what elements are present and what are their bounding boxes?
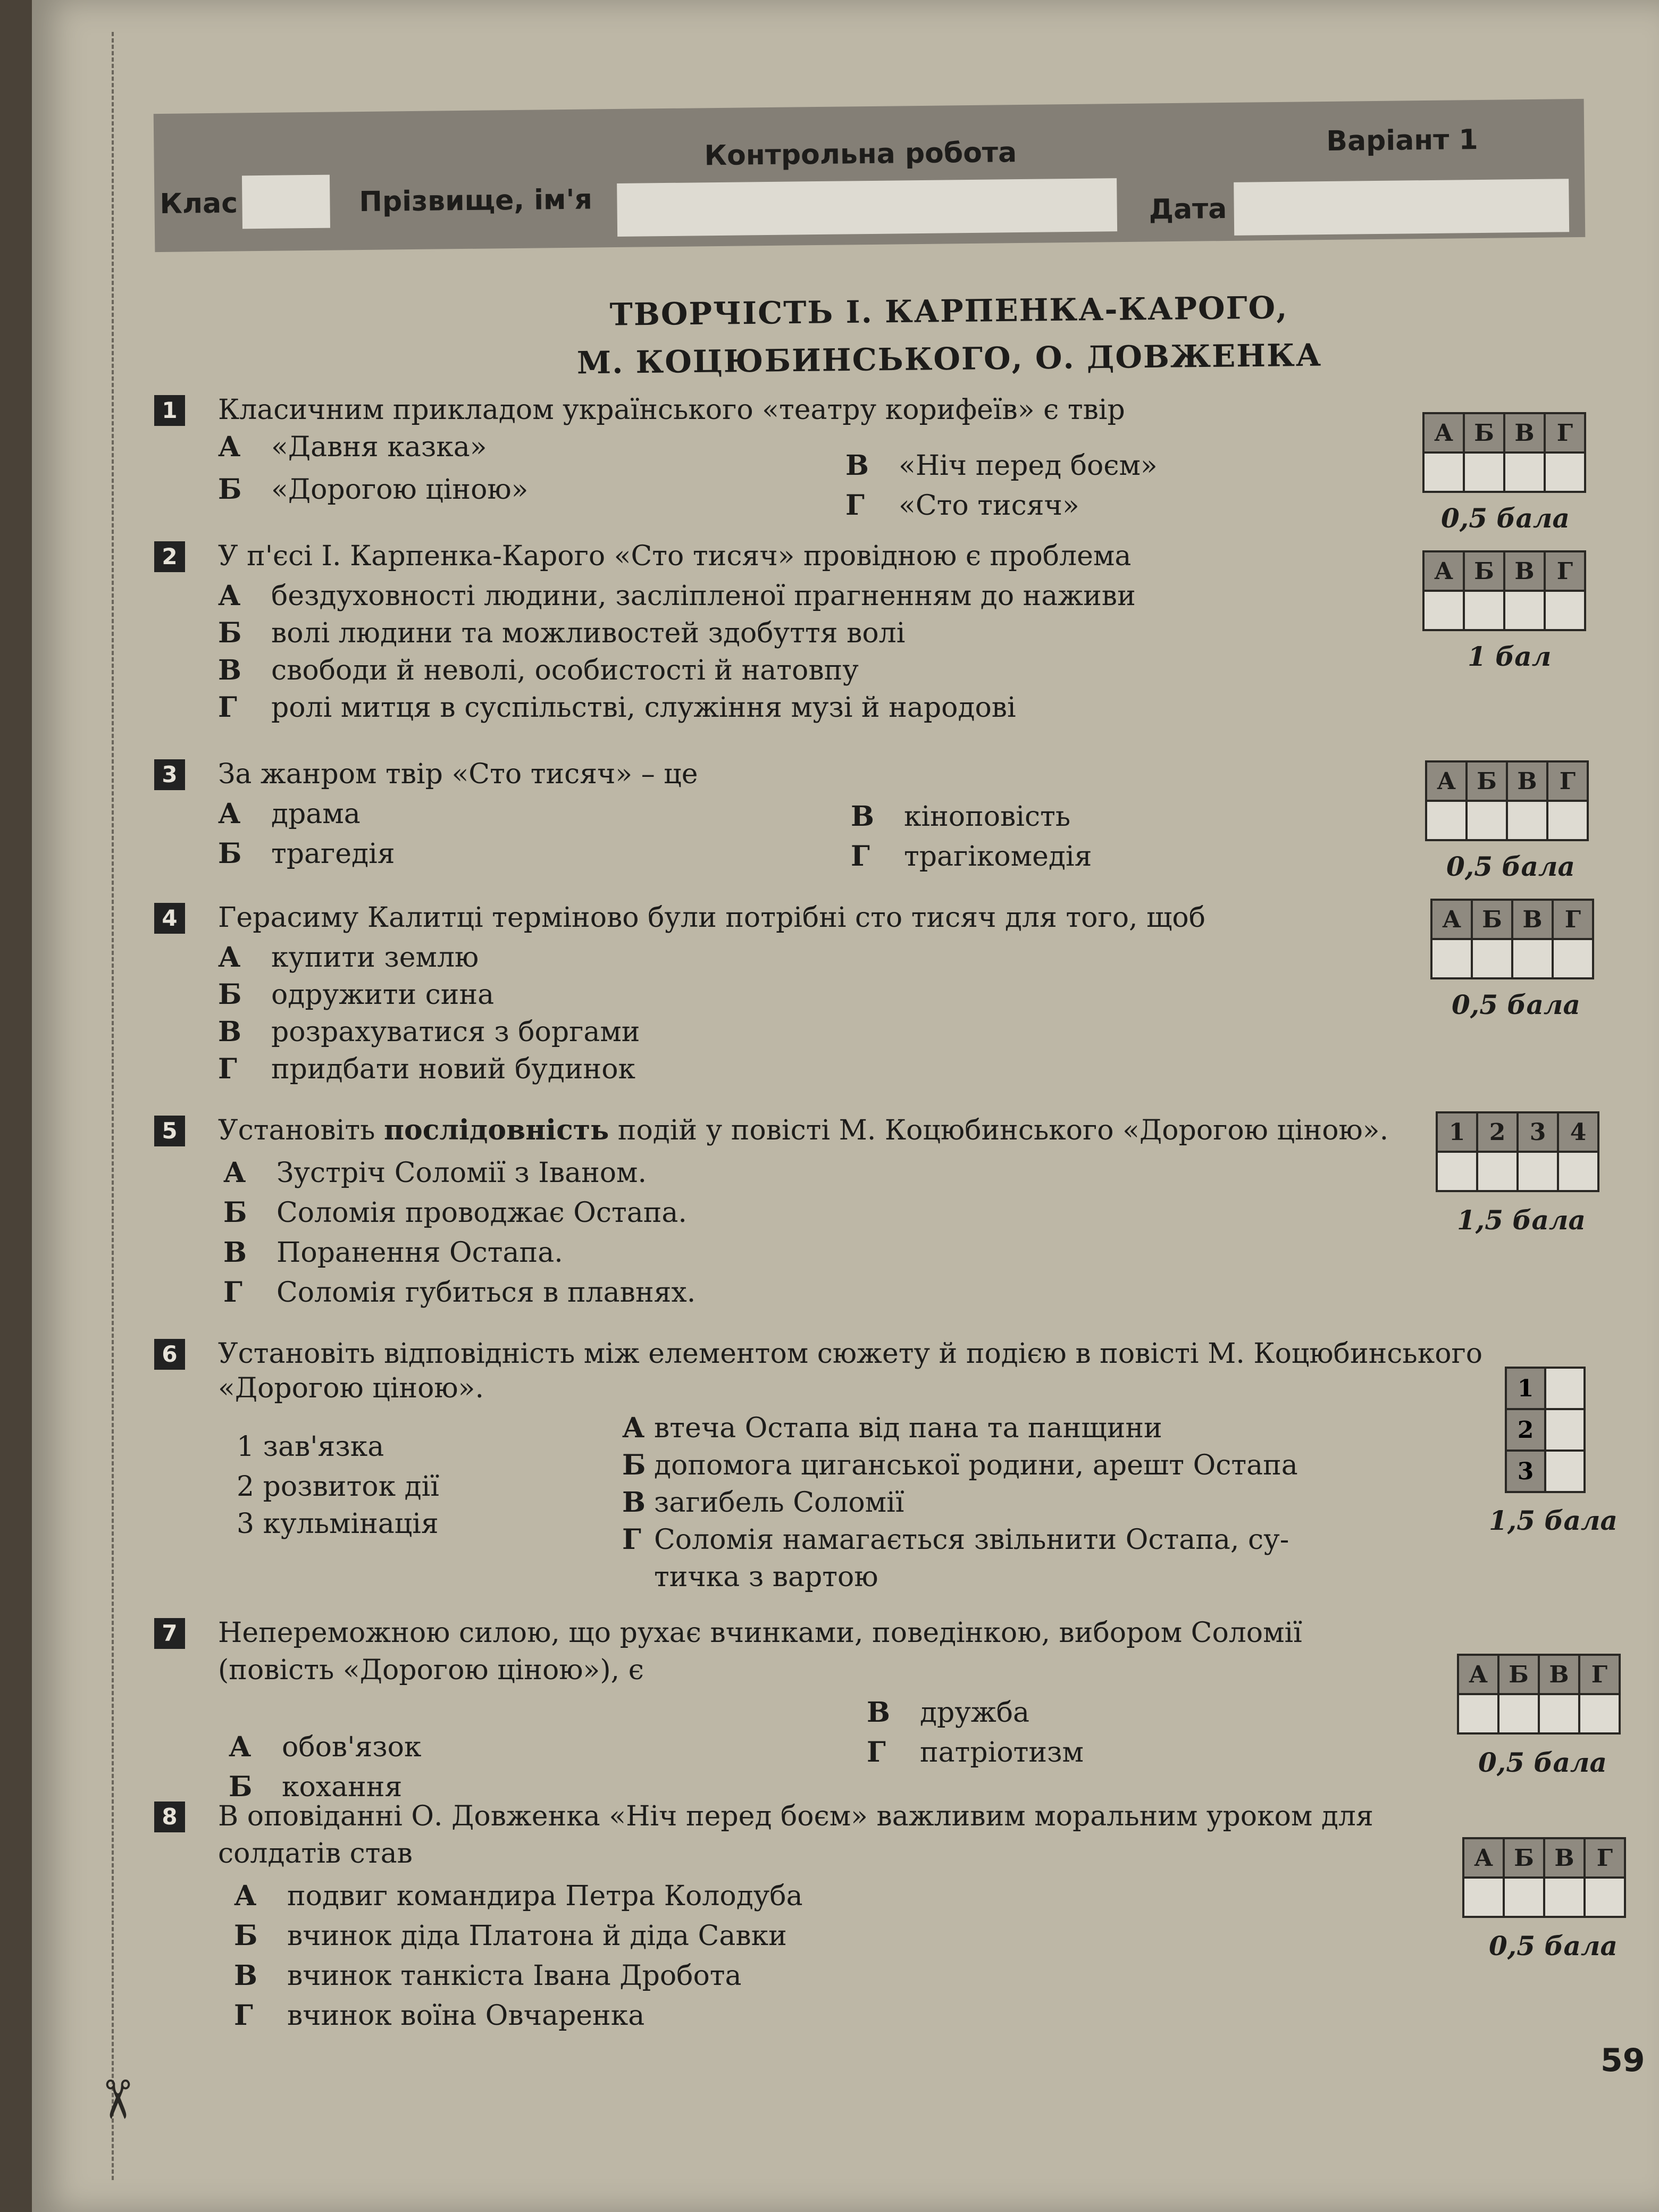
answer-cell[interactable] (1585, 1878, 1625, 1917)
answer-cell[interactable] (1545, 1451, 1585, 1492)
answer-cell[interactable] (1463, 1878, 1504, 1917)
task-question-line-2: «Дорогою ціною». (218, 1372, 484, 1404)
answer-cell[interactable] (1426, 801, 1467, 840)
task-number: 6 (154, 1339, 185, 1370)
task-3 (154, 755, 1484, 883)
answer-cell[interactable] (1553, 939, 1593, 978)
option-v: В свободи й неволі, особистості й натовпу (218, 654, 859, 686)
answer-cell[interactable] (1507, 801, 1547, 840)
answer-grid-2: А Б В Г (1422, 550, 1586, 631)
option-b: Б трагедія (218, 837, 395, 870)
option-v: В Поранення Остапа. (223, 1236, 563, 1269)
task-4 (154, 899, 1484, 1095)
answer-cell[interactable] (1458, 1694, 1498, 1733)
option-a: А подвиг командира Петра Колодуба (234, 1880, 803, 1912)
page-number: 59 (1601, 2042, 1645, 2079)
task-2 (154, 537, 1484, 728)
task-number: 5 (154, 1116, 185, 1146)
right-item-g: Г Соломія намагається звільнити Остапа, су- (622, 1523, 1289, 1556)
option-g: Г патріотизм (867, 1736, 1084, 1769)
task-question-line-1: Непереможною силою, що рухає вчинками, поведінкою, вибором Соломії (218, 1617, 1302, 1649)
task-1 (154, 391, 1484, 534)
option-b: Б кохання (229, 1771, 403, 1803)
answer-cell[interactable] (1579, 1694, 1620, 1733)
answer-cell[interactable] (1423, 453, 1464, 492)
left-item-1: 1 зав'язка (237, 1431, 384, 1463)
class-label: Клас (160, 187, 238, 220)
header-band (154, 99, 1586, 252)
task-6 (154, 1335, 1484, 1611)
task-question: За жанром твір «Сто тисяч» – це (218, 758, 698, 790)
sequence-grid-5: 1 2 3 4 (1436, 1111, 1599, 1192)
task-number: 3 (154, 759, 185, 790)
left-item-2: 2 розвиток дії (237, 1471, 439, 1503)
option-v: В «Ніч перед боєм» (845, 449, 1158, 482)
option-b: Б одружити сина (218, 978, 495, 1011)
option-g: Г придбати новий будинок (218, 1053, 636, 1085)
task-question-line-1: В оповіданні О. Довженка «Ніч перед боєм» важливим моральним уроком для (218, 1800, 1373, 1832)
answer-cell[interactable] (1431, 939, 1472, 978)
task-question: Установіть послідовність подій у повісті М. Коцюбинського «Дорогою ціною». (218, 1114, 1389, 1146)
class-field[interactable] (242, 175, 330, 229)
score-2: 1 бал (1468, 641, 1552, 672)
page-title (510, 282, 1388, 387)
answer-cell[interactable] (1512, 939, 1553, 978)
answer-cell[interactable] (1472, 939, 1512, 978)
name-label: Прізвище, ім'я (359, 183, 593, 219)
option-g: Г вчинок воїна Овчаренка (234, 1999, 645, 2032)
answer-cell[interactable] (1545, 1368, 1585, 1409)
task-question: У п'єсі І. Карпенка-Карого «Сто тисяч» провідною є проблема (218, 540, 1132, 572)
option-v: В розрахуватися з боргами (218, 1016, 640, 1048)
option-v: В вчинок танкіста Івана Дробота (234, 1959, 742, 1992)
answer-cell[interactable] (1504, 453, 1545, 492)
answer-cell[interactable] (1504, 1878, 1544, 1917)
worksheet-page (32, 0, 1659, 2212)
option-a: А купити землю (218, 941, 479, 974)
answer-cell[interactable] (1477, 1152, 1518, 1191)
option-b: Б волі людини та можливостей здобуття волі (218, 617, 906, 649)
option-a: А драма (218, 798, 361, 830)
option-v: В дружба (867, 1696, 1030, 1729)
name-field[interactable] (617, 178, 1117, 237)
answer-grid-3: А Б В Г (1425, 760, 1589, 841)
date-label: Дата (1149, 192, 1227, 226)
answer-cell[interactable] (1547, 801, 1588, 840)
date-field[interactable] (1234, 179, 1569, 236)
answer-cell[interactable] (1504, 591, 1545, 630)
option-a: А «Давня казка» (218, 431, 487, 463)
matching-grid-6: 1 2 3 (1505, 1367, 1586, 1493)
answer-cell[interactable] (1545, 591, 1585, 630)
answer-grid-8: А Б В Г (1462, 1837, 1626, 1918)
task-question-line-1: Установіть відповідність між елементом сюжету й подією в повісті М. Коцюбинського (218, 1338, 1483, 1370)
score-3: 0,5 бала (1446, 851, 1575, 882)
task-question: Герасиму Калитці терміново були потрібні сто тисяч для того, щоб (218, 902, 1206, 934)
title-line-1: ТВОРЧІСТЬ І. КАРПЕНКА-КАРОГО, (609, 289, 1288, 333)
score-6: 1,5 бала (1489, 1505, 1618, 1536)
task-question-line-2: (повість «Дорогою ціною»), є (218, 1654, 644, 1686)
option-v: В кіноповість (851, 800, 1071, 833)
option-b: Б «Дорогою ціною» (218, 473, 529, 506)
task-question-line-2: солдатів став (218, 1838, 413, 1870)
option-a: А бездуховності людини, засліпленої прагненням до наживи (218, 580, 1136, 612)
answer-cell[interactable] (1498, 1694, 1539, 1733)
option-g: Г ролі митця в суспільстві, служіння музі й народові (218, 691, 1016, 724)
task-number: 2 (154, 541, 185, 572)
scissors-icon: ✂ (86, 2077, 148, 2122)
left-item-3: 3 кульмінація (237, 1508, 439, 1540)
right-item-b: Б допомога циганської родини, арешт Остапа (622, 1449, 1298, 1481)
task-number: 8 (154, 1802, 185, 1832)
option-g: Г Соломія губиться в плавнях. (223, 1276, 696, 1309)
score-7: 0,5 бала (1478, 1747, 1607, 1778)
answer-cell[interactable] (1558, 1152, 1598, 1191)
task-number: 1 (154, 395, 185, 426)
right-item-g-continued: тичка з вартою (654, 1561, 878, 1593)
option-a: А обов'язок (229, 1731, 422, 1763)
cut-line (112, 32, 114, 2180)
answer-cell[interactable] (1545, 453, 1585, 492)
answer-grid-4: А Б В Г (1430, 899, 1594, 979)
variant-label: Варіант 1 (1326, 124, 1478, 157)
answer-cell[interactable] (1464, 591, 1504, 630)
answer-cell[interactable] (1545, 1409, 1585, 1451)
score-1: 0,5 бала (1441, 502, 1570, 534)
task-8 (154, 1797, 1484, 2063)
option-b: Б вчинок діда Платона й діда Савки (234, 1920, 787, 1952)
answer-grid-7: А Б В Г (1457, 1654, 1621, 1735)
answer-cell[interactable] (1544, 1878, 1585, 1917)
task-5 (154, 1111, 1484, 1324)
work-title: Контрольна робота (704, 137, 1017, 172)
task-question: Класичним прикладом українського «театру корифеїв» є твір (218, 394, 1125, 426)
option-g: Г трагікомедія (851, 840, 1092, 873)
option-a: А Зустріч Соломії з Іваном. (223, 1157, 647, 1189)
score-8: 0,5 бала (1489, 1930, 1618, 1962)
score-5: 1,5 бала (1457, 1204, 1586, 1236)
answer-cell[interactable] (1518, 1152, 1558, 1191)
answer-cell[interactable] (1464, 453, 1504, 492)
answer-grid-1: А Б В Г (1422, 412, 1586, 493)
task-number: 7 (154, 1618, 185, 1649)
right-item-v: В загибель Соломії (622, 1486, 904, 1519)
score-4: 0,5 бала (1452, 989, 1580, 1020)
title-line-2: М. КОЦЮБИНСЬКОГО, О. ДОВЖЕНКА (576, 337, 1322, 381)
option-b: Б Соломія проводжає Остапа. (223, 1196, 687, 1229)
task-7 (154, 1614, 1484, 1811)
right-item-a: А втеча Остапа від пана та панщини (622, 1412, 1162, 1444)
answer-cell[interactable] (1423, 591, 1464, 630)
task-number: 4 (154, 903, 185, 934)
answer-cell[interactable] (1467, 801, 1507, 840)
option-g: Г «Сто тисяч» (845, 489, 1079, 522)
answer-cell[interactable] (1437, 1152, 1477, 1191)
answer-cell[interactable] (1539, 1694, 1579, 1733)
